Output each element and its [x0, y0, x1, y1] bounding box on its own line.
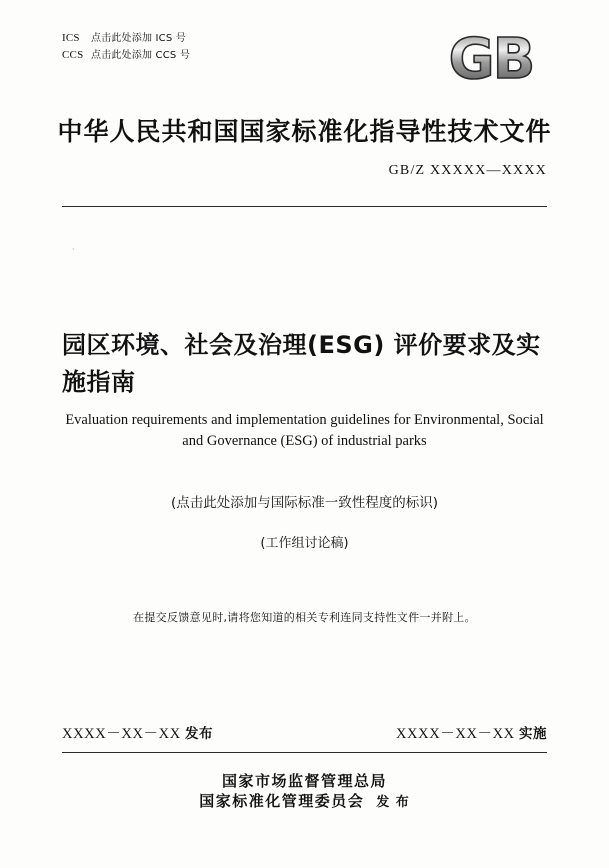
international-identity-note[interactable]: (点击此处添加与国际标准一致性程度的标识)	[170, 495, 439, 511]
effective-word: 实施	[519, 726, 547, 742]
ccs-label: CCS	[62, 49, 84, 61]
patent-notice: 在提交反馈意见时,请将您知道的相关专利连同支持性文件一并附上。	[133, 611, 476, 624]
effective-date-group	[396, 722, 547, 743]
svg-text:GB: GB	[448, 27, 534, 88]
effective-date: XXXX－XX－XX	[395, 726, 515, 742]
gb-emblem-icon	[431, 26, 551, 88]
issuer-line-1: 国家市场监督管理总局	[221, 772, 387, 790]
ics-value[interactable]: 点击此处添加 ICS 号	[90, 33, 186, 44]
issue-date-group	[62, 722, 213, 743]
issue-word: 发布	[185, 726, 214, 742]
issuer-line-2: 国家标准化管理委员会	[199, 792, 365, 810]
issue-date: XXXX－XX－XX	[62, 726, 181, 742]
ics-row	[62, 30, 190, 47]
issuer-line-2-wrap	[0, 791, 609, 813]
ccs-value[interactable]: 点击此处添加 CCS 号	[90, 50, 191, 61]
issuing-authority	[0, 771, 609, 813]
standard-series-title: 中华人民共和国国家标准化指导性技术文件	[57, 117, 552, 146]
standard-number: GB/Z XXXXX—XXXX	[388, 163, 547, 178]
document-title-en-line2: and Governance (ESG) of industrial parks	[182, 433, 427, 449]
publish-word: 发 布	[376, 795, 410, 810]
document-title-cn: 园区环境、社会及治理(ESG) 评价要求及实施指南	[62, 331, 541, 396]
divider-bottom	[62, 752, 547, 753]
ccs-row	[62, 47, 190, 64]
ics-label: ICS	[62, 32, 80, 44]
divider-top	[62, 206, 547, 207]
dates-row	[62, 722, 547, 743]
classification-codes	[62, 30, 190, 64]
margin-mark-icon: ˎ	[72, 240, 75, 250]
document-title-en	[62, 410, 547, 452]
draft-stage-label: (工作组讨论稿)	[260, 536, 349, 551]
document-title-en-line1: Evaluation requirements and implementation guidelines for Environmental, Social	[65, 412, 544, 428]
